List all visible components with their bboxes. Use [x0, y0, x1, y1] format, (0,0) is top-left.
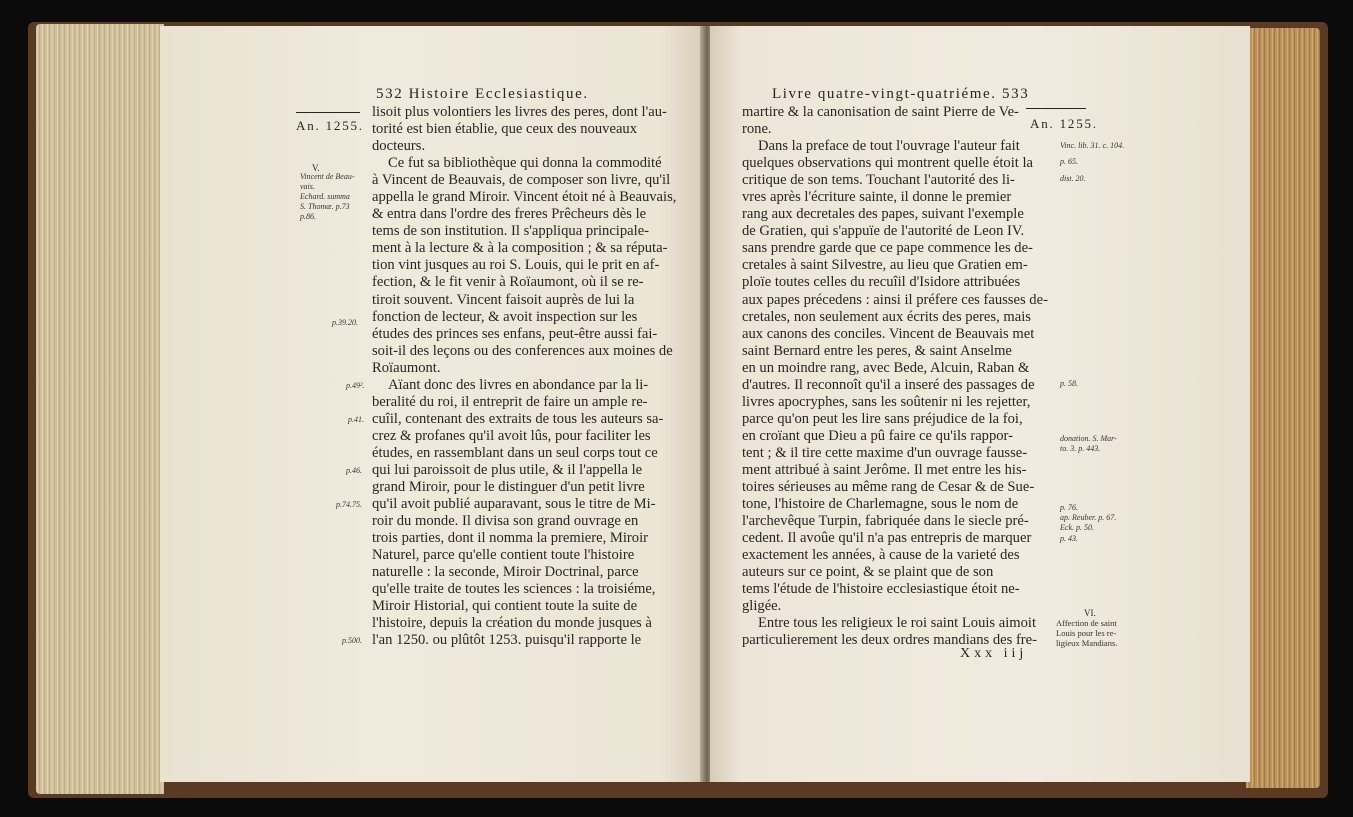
margin-notes: [710, 26, 1250, 782]
text-line: l'an 1250. ou plûtôt 1253. puisqu'il rapporte le: [372, 632, 642, 649]
signature-mark: Xxx iij: [960, 646, 1028, 661]
margin-note: p.86.: [300, 212, 316, 221]
text-line: lisoit plus volontiers les livres des peres, dont l'au-: [372, 104, 667, 120]
running-header: Livre quatre-vingt-quatriéme. 533: [772, 86, 1030, 102]
text-line: torité est bien établie, que ceux des nouveaux: [372, 121, 638, 138]
margin-note: S. Thomæ. p.73: [300, 202, 350, 211]
margin-note: p.46.: [346, 466, 362, 475]
caption-line: ligieux Mandians.: [1056, 638, 1118, 648]
text-line: docteurs.: [372, 138, 426, 155]
text-line: Naturel, parce qu'elle contient toute l'histoire: [372, 547, 635, 564]
text-line: tion vint jusques au roi S. Louis, qui le prit en af-: [372, 257, 660, 274]
text-line: cedent. Il avoûe qu'il n'a pas entrepris de marquer: [742, 530, 1032, 547]
text-line: beralité du roi, il entreprit de faire un ample re-: [372, 393, 648, 410]
text-line: fonction de lecteur, & avoit inspection sur les: [372, 308, 638, 325]
margin-note: ap. Reuber. p. 67.: [1060, 513, 1117, 522]
text-line: tent ; & il tire cette maxime d'un ouvrage fausse-: [742, 444, 1028, 461]
right-page: [710, 26, 1250, 782]
caption-line: Louis pour les re-: [1056, 628, 1117, 638]
margin-note: Eck. p. 50.: [1060, 523, 1094, 532]
text-line: tems l'étude de l'histoire ecclesiastique étoit ne-: [742, 581, 1020, 598]
text-line: & entra dans l'ordre des freres Prêcheurs dès le: [372, 206, 647, 223]
margin-note: Echard. summa: [300, 192, 350, 201]
text-line: qui lui paroissoit de plus utile, & il l'appella le: [372, 461, 643, 478]
text-line: roir du monde. Il divisa son grand ouvrage en: [372, 513, 639, 530]
text-line: exactement les années, à cause de la varieté des: [742, 547, 1020, 564]
section-number: VI.: [1084, 608, 1096, 618]
text-line: appella le grand Miroir. Vincent étoit né à Beauvais,: [372, 189, 677, 206]
text-line: sans prendre garde que ce pape commence les de-: [742, 240, 1033, 257]
text-line: soit-il des leçons ou des conferences aux moines de: [372, 342, 673, 359]
text-line: d'autres. Il reconnoît qu'il a inseré des passages de: [742, 376, 1035, 393]
section-number: V.: [312, 163, 320, 173]
text-line: qu'il avoit publié auparavant, sous le titre de Mi-: [372, 496, 656, 513]
text-line: ploïe toutes celles du recuîil d'Isidore attribuées: [742, 274, 1021, 291]
running-header: 532 Histoire Ecclesiastique.: [376, 86, 589, 102]
text-line: cretales à saint Silvestre, au lieu que Gratien em-: [742, 257, 1028, 274]
text-line: l'archevêque Turpin, fabriquée dans le siecle pré-: [742, 513, 1029, 530]
text-line: Entre tous les religieux le roi saint Louis aimoit: [758, 615, 1037, 632]
text-line: Ce fut sa bibliothèque qui donna la commodité: [388, 155, 662, 172]
margin-note: Vinc. lib. 31. c. 104.: [1060, 141, 1125, 150]
margin-note: p. 58.: [1060, 379, 1078, 388]
text-line: parce qu'on peut les lire sans préjudice de la foi,: [742, 410, 1023, 427]
text-line: martire & la canonisation de saint Pierre de Ve-: [742, 104, 1019, 120]
text-line: Aïant donc des livres en abondance par la li-: [388, 376, 649, 393]
text-line: critique de son tems. Touchant l'autorité des li-: [742, 172, 1015, 189]
text-line: toires sérieuses au même rang de Cesar & de Sue-: [742, 479, 1035, 496]
text-line: rone.: [742, 121, 772, 138]
year-label: An. 1255.: [296, 118, 364, 133]
text-line: auteurs sur ce point, & se plaint que de son: [742, 564, 994, 581]
margin-note: Vincent de Beau-: [300, 172, 355, 181]
text-line: gligée.: [742, 598, 782, 615]
year-label: An. 1255.: [1030, 116, 1098, 131]
page-edges-left: [36, 24, 164, 794]
left-body-text: [372, 104, 698, 650]
text-line: particulierement les deux ordres mandians des fre-: [742, 632, 1038, 649]
text-line: quelques observations qui montrent quelle étoit la: [742, 155, 1033, 172]
text-line: à Vincent de Beauvais, de composer son livre, qu'il: [372, 172, 671, 189]
text-line: rang aux decretales des papes, suivant l'exemple: [742, 206, 1024, 223]
section-caption: [1056, 618, 1156, 648]
text-line: Miroir Historial, qui contient toute la suite de: [372, 598, 638, 615]
margin-notes: [160, 26, 365, 782]
text-line: trois parties, dont il nomma la premiere, Miroir: [372, 530, 648, 547]
text-line: l'histoire, depuis la création du monde jusques à: [372, 615, 652, 632]
page-edges-right: [1246, 28, 1320, 788]
margin-note: vais.: [300, 182, 315, 191]
margin-note: p. 76.: [1060, 503, 1078, 512]
margin-note: p.74.75.: [336, 500, 362, 509]
text-line: ment à la lecture & à la composition ; & sa réputa-: [372, 240, 668, 257]
text-line: cretales, non seulement aux écrits des peres, mais: [742, 308, 1031, 325]
margin-note: to. 3. p. 443.: [1060, 444, 1101, 453]
margin-note: p. 43.: [1060, 534, 1078, 543]
text-line: saint Bernard entre les peres, & saint Anselme: [742, 342, 1012, 359]
text-line: de Gratien, qui s'appuïe de l'autorité de Leon IV.: [742, 223, 1025, 240]
margin-note: p.39.20.: [332, 318, 358, 327]
margin-note: dist. 20.: [1060, 174, 1086, 183]
text-line: cuîil, contenant des extraits de tous les auteurs sa-: [372, 410, 664, 427]
text-line: tems de son institution. Il s'appliqua principale-: [372, 223, 650, 240]
text-line: Dans la preface de tout l'ouvrage l'auteur fait: [758, 138, 1020, 155]
text-line: études, en rassemblant dans un seul corps tout ce: [372, 444, 658, 461]
text-line: en un moindre rang, avec Bede, Alcuin, Raban &: [742, 359, 1030, 376]
text-line: tone, l'histoire de Charlemagne, sous le nom de: [742, 496, 1019, 513]
text-line: études des princes ses enfans, peut-être aussi fai-: [372, 325, 658, 342]
text-line: vres après l'écriture sainte, il donne le premier: [742, 189, 1012, 206]
text-line: naturelle : la seconde, Miroir Doctrinal, parce: [372, 564, 639, 581]
margin-note: p.500.: [342, 636, 362, 645]
text-line: en croïant que Dieu a pû faire ce qu'ils rappor-: [742, 427, 1013, 444]
margin-note: p.41.: [348, 415, 364, 424]
text-line: fection, & le fit venir à Roïaumont, où il se re-: [372, 274, 644, 291]
text-line: qu'elle traite de toutes les sciences : la troisiéme,: [372, 581, 656, 598]
text-line: aux papes précedens : ainsi il préfere ces fausses de-: [742, 291, 1048, 308]
left-page: [160, 26, 704, 782]
text-line: ment attribué à saint Jerôme. Il met entre les his-: [742, 461, 1027, 478]
margin-note: p. 65.: [1060, 157, 1078, 166]
text-line: tiroit souvent. Vincent faisoit auprès de lui la: [372, 291, 635, 308]
text-line: livres apocryphes, sans les soûtenir ni les rejetter,: [742, 393, 1031, 410]
text-line: Roïaumont.: [372, 359, 441, 376]
text-line: grand Miroir, pour le distinguer d'un petit livre: [372, 479, 645, 496]
margin-note: p.49².: [346, 381, 365, 390]
caption-line: Affection de saint: [1056, 618, 1117, 628]
text-line: aux canons des conciles. Vincent de Beauvais met: [742, 325, 1035, 342]
margin-note: donation. S. Mar-: [1060, 434, 1117, 443]
text-line: crez & profanes qu'il avoit lûs, pour faciliter les: [372, 427, 651, 444]
